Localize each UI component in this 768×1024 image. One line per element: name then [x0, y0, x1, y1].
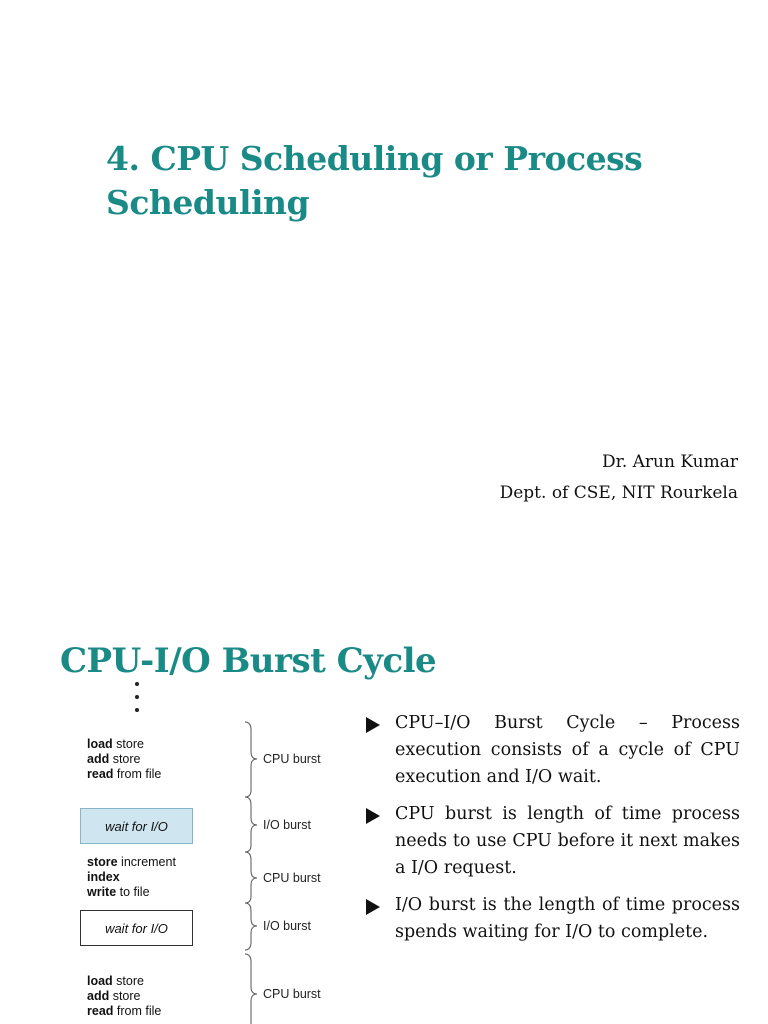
code-line: store increment	[87, 855, 176, 869]
burst-cycle-slide	[0, 600, 768, 1024]
code-block-1	[87, 737, 161, 782]
brace-io-1	[245, 797, 257, 852]
burst-label-cpu-1: CPU burst	[263, 752, 321, 766]
title-line-1: 4. CPU Scheduling or Process	[106, 139, 643, 178]
triangle-bullet-icon	[366, 899, 380, 915]
code-line: add store	[87, 989, 141, 1003]
wait-for-io-box-2: wait for I/O	[80, 910, 193, 946]
ellipsis-dot	[135, 682, 139, 686]
code-block-3	[87, 974, 161, 1019]
code-line: index	[87, 870, 120, 884]
burst-label-cpu-3: CPU burst	[263, 987, 321, 1001]
burst-braces	[235, 600, 265, 1024]
author-department: Dept. of CSE, NIT Rourkela	[499, 483, 738, 503]
author-name: Dr. Arun Kumar	[601, 452, 738, 472]
brace-cpu-1	[245, 722, 257, 797]
ellipsis-dot	[135, 708, 139, 712]
bullet-item	[366, 801, 740, 882]
burst-cycle-diagram	[0, 600, 350, 1024]
code-line: load store	[87, 737, 144, 751]
wait-for-io-box-1: wait for I/O	[80, 808, 193, 844]
bullet-item	[366, 892, 740, 946]
bullet-text: CPU burst is length of time process needs to use CPU before it next makes a I/O request.	[395, 804, 740, 878]
brace-io-2	[245, 903, 257, 950]
bullet-item	[366, 710, 740, 791]
code-line: read from file	[87, 1004, 162, 1018]
code-line: read from file	[87, 767, 162, 781]
code-line: add store	[87, 752, 141, 766]
ellipsis-dot	[135, 695, 139, 699]
bullet-text: I/O burst is the length of time process spends waiting for I/O to complete.	[395, 895, 740, 942]
code-block-2	[87, 855, 176, 900]
triangle-bullet-icon	[366, 717, 380, 733]
bullet-text: CPU–I/O Burst Cycle – Process execution consists of a cycle of CPU execution and I/O wait.	[395, 713, 740, 787]
bullet-list	[366, 710, 740, 956]
triangle-bullet-icon	[366, 808, 380, 824]
brace-cpu-3	[245, 954, 257, 1024]
brace-cpu-2	[245, 852, 257, 903]
title-line-2: Scheduling	[106, 183, 310, 222]
burst-label-io-2: I/O burst	[263, 919, 311, 933]
code-line: write to file	[87, 885, 150, 899]
burst-label-io-1: I/O burst	[263, 818, 311, 832]
code-line: load store	[87, 974, 144, 988]
slide-heading: CPU-I/O Burst Cycle	[60, 641, 437, 681]
slide-title	[106, 137, 726, 225]
burst-label-cpu-2: CPU burst	[263, 871, 321, 885]
